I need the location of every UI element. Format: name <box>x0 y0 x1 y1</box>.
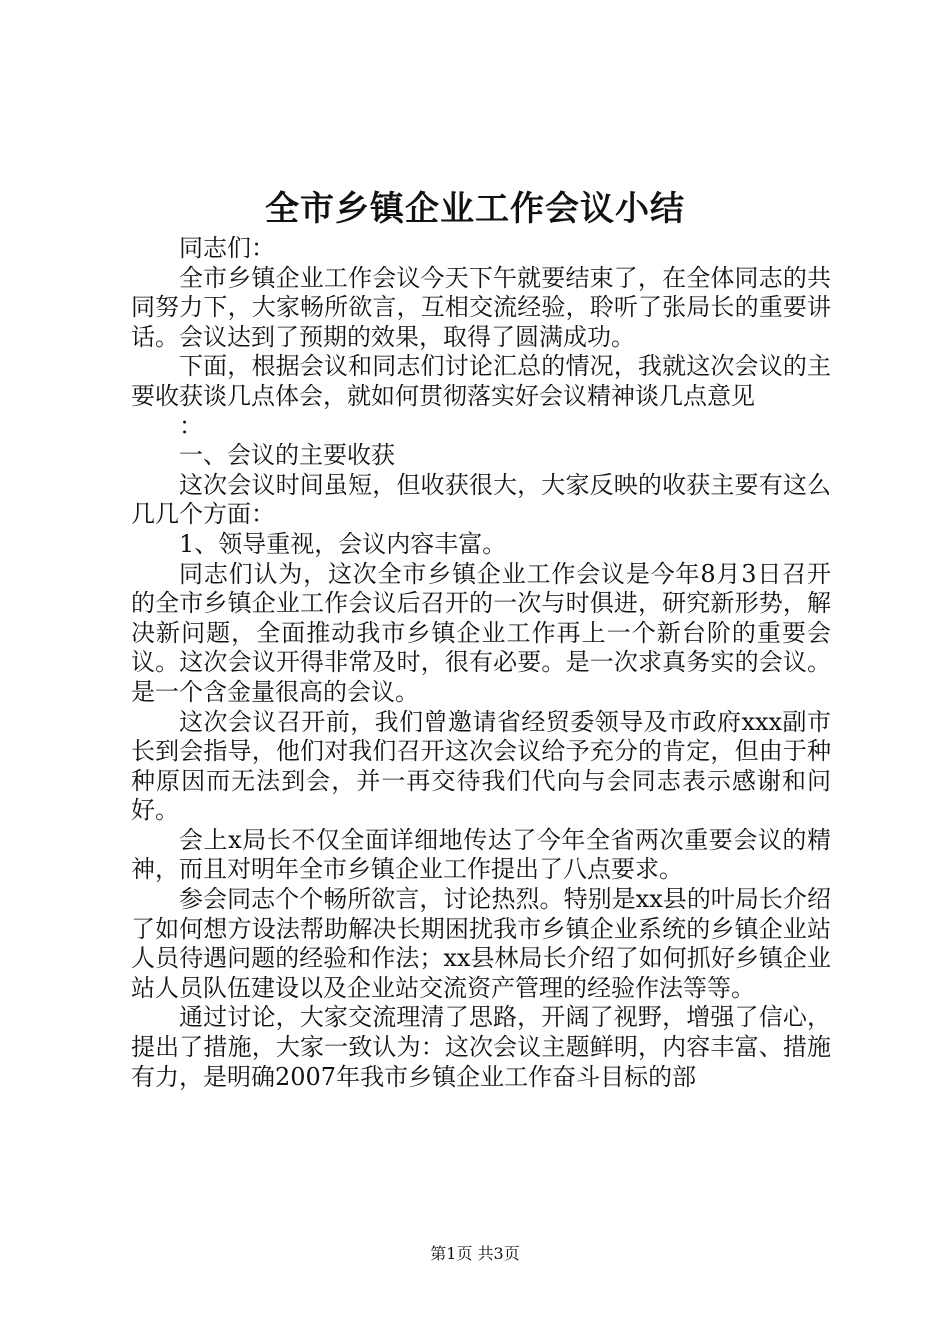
section-heading: 一、会议的主要收获 <box>179 441 395 470</box>
paragraph: 全市乡镇企业工作会议今天下午就要结束了，在全体同志的共同努力下，大家畅所欲言，互相交流经验，聆听了张局长的重要讲话。会议达到了预期的效果，取得了圆满成功。 <box>131 263 831 351</box>
paragraph: 这次会议召开前，我们曾邀请省经贸委领导及市政府xxx副市长到会指导，他们对我们召开这次会议给予充分的肯定，但由于种种原因而无法到会，并一再交待我们代向与会同志表示感谢和问好。 <box>131 707 831 825</box>
paragraph: 同志们认为，这次全市乡镇企业工作会议是今年8月3日召开的全市乡镇企业工作会议后召开的一次与时俱进，研究新形势，解决新问题，全面推动我市乡镇企业工作再上一个新台阶的重要会议。这次会议开得非常及时，很有必要。是一次求真务实的会议。是一个含金量很高的会议。 <box>131 559 831 706</box>
paragraph: 这次会议时间虽短，但收获很大，大家反映的收获主要有这么几几个方面： <box>131 470 831 529</box>
paragraph: 通过讨论，大家交流理清了思路，开阔了视野，增强了信心，提出了措施，大家一致认为：这次会议主题鲜明，内容丰富、措施有力，是明确2007年我市乡镇企业工作奋斗目标的部 <box>131 1003 831 1091</box>
paragraph: 下面，根据会议和同志们讨论汇总的情况，我就这次会议的主要收获谈几点体会，就如何贯彻落实好会议精神谈几点意见 <box>131 352 831 410</box>
paragraph: 参会同志个个畅所欲言，讨论热烈。特别是xx县的叶局长介绍了如何想方设法帮助解决长期困扰我市乡镇企业系统的乡镇企业站人员待遇问题的经验和作法；xx县林局长介绍了如何抓好乡镇企业站人员队伍建设以及企业站交流资产管理的经验作法等等。 <box>131 885 831 1002</box>
paragraph: ： <box>179 411 203 440</box>
subsection-heading: 1、领导重视，会议内容丰富。 <box>179 529 507 558</box>
document-title: 全市乡镇企业工作会议小结 <box>265 189 685 229</box>
document-body <box>131 234 831 1092</box>
page-number-footer: 第1页 共3页 <box>430 1244 520 1263</box>
paragraph-salutation: 同志们： <box>179 234 275 262</box>
paragraph: 会上x局长不仅全面详细地传达了今年全省两次重要会议的精神，而且对明年全市乡镇企业工作提出了八点要求。 <box>131 825 831 884</box>
